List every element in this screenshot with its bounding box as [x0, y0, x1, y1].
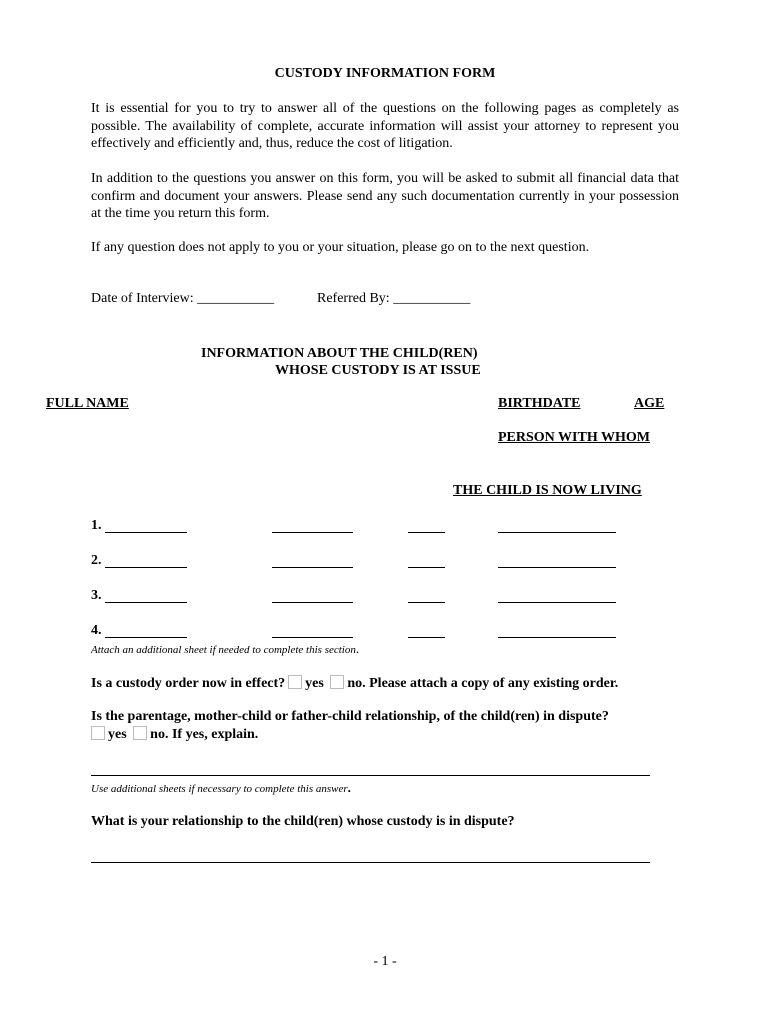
relationship-answer-line[interactable] [91, 862, 650, 863]
column-child-now-living: THE CHILD IS NOW LIVING [453, 483, 642, 498]
child-3-name-field[interactable] [105, 602, 187, 603]
additional-sheets-note [91, 779, 351, 797]
child-3-age-field[interactable] [408, 602, 445, 603]
child-2-name-field[interactable] [105, 567, 187, 568]
referred-by-field[interactable]: Referred By: ___________ [317, 291, 471, 306]
parentage-yes-label: yes [108, 727, 127, 742]
attach-note-text: Attach an additional sheet if needed to complete this section [91, 644, 356, 656]
interview-line [91, 291, 471, 307]
child-row-number: 2. [91, 553, 102, 568]
form-title: CUSTODY INFORMATION FORM [274, 66, 496, 81]
intro-paragraph-3: If any question does not apply to you or your situation, please go on to the next question. [91, 240, 590, 255]
attach-note [91, 640, 359, 658]
child-4-name-field[interactable] [105, 637, 187, 638]
child-2-age-field[interactable] [408, 567, 445, 568]
additional-sheets-note-period: . [347, 780, 351, 795]
custody-order-yes-checkbox[interactable] [288, 675, 302, 689]
column-person-with-whom: PERSON WITH WHOM [498, 430, 650, 445]
child-row-number: 4. [91, 623, 102, 638]
child-3-living-with-field[interactable] [498, 602, 616, 603]
child-2-living-with-field[interactable] [498, 567, 616, 568]
intro-paragraph-2: In addition to the questions you answer on this form, you will be asked to submit all financial data that confirm and document your answers. Please send any such documentation currently in your possession at the time you return this form. [91, 171, 679, 221]
parentage-options [88, 726, 258, 743]
question-custody-order [91, 675, 618, 692]
child-row-number: 1. [91, 518, 102, 533]
child-3-birthdate-field[interactable] [272, 602, 353, 603]
attach-note-period: . [355, 641, 360, 656]
parentage-no-checkbox[interactable] [133, 726, 147, 740]
section-heading [201, 345, 481, 379]
child-1-age-field[interactable] [408, 532, 445, 533]
child-1-living-with-field[interactable] [498, 532, 616, 533]
question-custody-order-text: Is a custody order now in effect? [91, 676, 286, 691]
date-of-interview-field[interactable]: Date of Interview: ___________ [91, 291, 275, 306]
child-1-birthdate-field[interactable] [272, 532, 353, 533]
parentage-yes-checkbox[interactable] [91, 726, 105, 740]
column-birthdate: BIRTHDATE [498, 396, 581, 411]
section-heading-line-2: WHOSE CUSTODY IS AT ISSUE [275, 363, 481, 378]
custody-order-no-checkbox[interactable] [330, 675, 344, 689]
additional-sheets-note-text: Use additional sheets if necessary to complete this answer [91, 783, 348, 795]
intro-paragraph-1: It is essential for you to try to answer all of the questions on the following pages as completely as possible. The availability of complete, accurate information will assist your attorney to represent you effectively and efficiently and, thus, reduce the cost of litigation. [91, 101, 679, 151]
question-relationship-text: What is your relationship to the child(ren) whose custody is in dispute? [91, 814, 515, 829]
page-number: - 1 - [373, 954, 397, 969]
column-full-name: FULL NAME [46, 396, 129, 411]
section-heading-line-1: INFORMATION ABOUT THE CHILD(REN) [201, 346, 478, 361]
child-4-birthdate-field[interactable] [272, 637, 353, 638]
child-row-number: 3. [91, 588, 102, 603]
parentage-no-label: no. If yes, explain. [150, 727, 259, 742]
column-age: AGE [634, 396, 665, 411]
child-1-name-field[interactable] [105, 532, 187, 533]
child-4-age-field[interactable] [408, 637, 445, 638]
child-4-living-with-field[interactable] [498, 637, 616, 638]
child-2-birthdate-field[interactable] [272, 567, 353, 568]
custody-order-no-label: no. Please attach a copy of any existing order. [347, 676, 619, 691]
question-parentage-text: Is the parentage, mother-child or father-child relationship, of the child(ren) in dispute? [91, 709, 609, 724]
custody-order-yes-label: yes [305, 676, 324, 691]
parentage-explain-line[interactable] [91, 775, 650, 776]
